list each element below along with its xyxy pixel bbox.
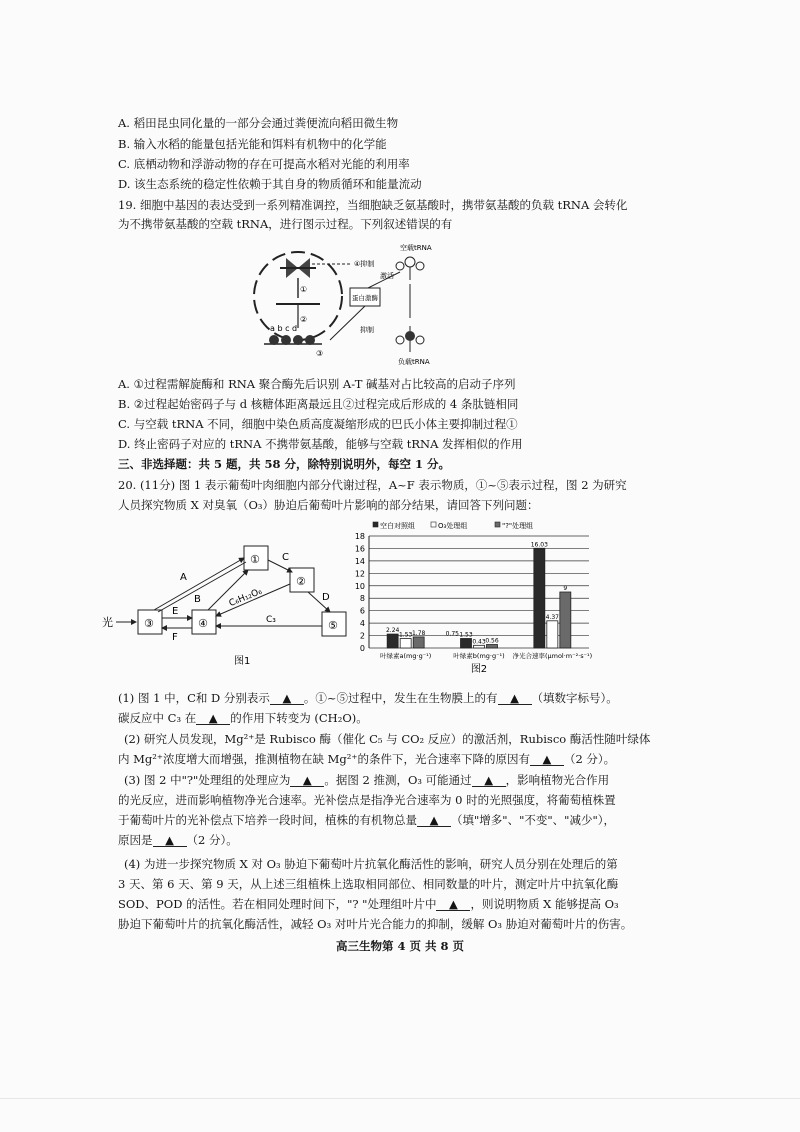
q18-option-d: D. 该生态系统的稳定性依赖于其自身的物质循环和能量流动 [118,177,422,191]
q20-sub3-text-g: （2 分）。 [186,833,238,847]
process3-label: ③ [316,349,324,358]
process5-box-label: ⑤ [328,619,338,632]
bar-value-label: 2.24 [385,627,400,635]
q20-sub3-text-c: ，影响植物光合作用 [505,773,610,787]
bottom-divider [0,1098,800,1099]
q20-sub3-text-b: 。据图 2 推测，O₃ 可能通过 [324,773,472,787]
light-label: 光 [102,616,113,629]
loaded-trna-label: 负载tRNA [398,358,430,366]
inhibit-bottom-label: 抑制 [360,326,374,334]
figure-1-caption: 图1 [234,656,251,667]
legend-swatch [431,522,436,527]
q19-option-a: A. ①过程需解旋酶和 RNA 聚合酶先后识别 A-T 碱基对占比较高的启动子序列 [118,377,516,391]
answer-blank-4[interactable]: ▲ [530,753,564,766]
q20-sub2-text-b: （2 分）。 [563,752,616,766]
answer-blank-7[interactable]: ▲ [417,814,451,827]
bar [474,645,485,648]
legend-entry: 空白对照组 [380,522,415,530]
inhibit-arrow-bottom [330,306,365,340]
legend-swatch [373,522,378,527]
q20-sub3-text-d: 于葡萄叶片的光补偿点下培养一段时间，植株的有机物总量 [118,813,417,827]
extra-value-label: 0.75 [445,630,460,638]
q20-sub1-text-b: 。①~⑤过程中，发生在生物膜上的有 [303,691,498,705]
bar-value-label: 1.53 [398,631,413,639]
process3-box-label: ③ [144,617,154,630]
inhibit-top-label: ④抑制 [354,260,375,268]
q20-sub4-line2: 3 天、第 6 天、第 9 天，从上述三组植株上选取相同部位、相同数量的叶片，测定叶片中抗氧化酶 [118,877,619,891]
bar [547,621,558,648]
q20-sub3-line1 [124,772,724,788]
q20-sub3-text-a: (3) 图 2 中"?"处理组的处理应为 [124,773,291,787]
label-c3: C₃ [266,615,276,625]
q20-sub3-text-f: 原因是 [118,833,153,847]
q20-sub2-line2 [118,751,718,767]
bar-value-label: 16.03 [530,541,548,549]
process1-label: ① [300,285,308,294]
q20-sub2-text-a: 内 Mg²⁺浓度增大而增强，推测植物在缺 Mg²⁺的条件下，光合速率下降的原因有 [118,752,530,766]
q20-intro-line2: 人员探究物质 X 对臭氧（O₃）胁迫后葡萄叶片影响的部分结果，请回答下列问题： [118,498,539,512]
q20-sub3-line2: 的光反应，进而影响植物净光合速率。光补偿点是指净光合速率为 0 时的光照强度，将葡萄植株置 [118,793,616,807]
q20-sub4-line3 [118,896,718,912]
answer-blank-3[interactable]: ▲ [196,712,230,725]
bar-value-label: 0.43 [472,638,486,646]
q20-sub1-text-d: 碳反应中 C₃ 在 [118,711,197,725]
bar [387,634,398,648]
answer-blank-6[interactable]: ▲ [472,774,506,787]
bar [461,638,472,648]
y-tick-label: 8 [359,594,365,604]
q19-option-d: D. 终止密码子对应的 tRNA 不携带氨基酸，能够与空载 tRNA 发挥相似的作用 [118,437,523,451]
label-e: E [172,606,179,617]
ribosome-labels: a b c d [270,324,298,333]
activate-label: 激活 [380,272,394,280]
legend-entry: O₃处理组 [438,522,468,530]
label-f: F [172,632,178,643]
protein-kinase-label: 蛋白激酶 [352,294,378,302]
q19-option-b: B. ②过程起始密码子与 d 核糖体距离最远且②过程完成后形成的 4 条肽链相同 [118,397,519,411]
y-tick-label: 2 [359,631,365,641]
answer-blank-5[interactable]: ▲ [290,774,324,787]
y-tick-label: 16 [354,544,365,554]
q20-sub1-text-e: 的作用下转变为 (CH₂O)。 [230,711,368,725]
q20-sub3-text-e: （填"增多"、"不变"、"减少"）， [451,813,615,827]
y-tick-label: 4 [359,619,365,629]
figure-1-diagram [100,540,365,670]
q18-option-a: A. 稻田昆虫同化量的一部分会通过粪便流向稻田微生物 [118,116,399,130]
x-category-label: 叶绿素a(mg·g⁻¹) [380,652,432,660]
q20-sub3-line3 [118,812,718,828]
y-tick-label: 14 [354,556,365,566]
bar [487,645,498,648]
answer-blank-2[interactable]: ▲ [498,692,532,705]
answer-blank-1[interactable]: ▲ [270,692,304,705]
empty-trna-icon [396,257,424,280]
q20-sub1-line1 [118,690,718,706]
answer-blank-9[interactable]: ▲ [436,898,470,911]
section-3-heading: 三、非选择题：共 5 题，共 58 分，除特别说明外，每空 1 分。 [118,457,451,471]
q20-sub4-line4: 胁迫下葡萄叶片的抗氧化酶活性，减轻 O₃ 对叶片光合能力的抑制，缓解 O₃ 胁迫对葡萄叶片的伤害。 [118,917,633,931]
q20-sub1-line2 [118,710,718,726]
process1-box-label: ① [250,553,260,566]
q19-option-c: C. 与空载 tRNA 不同，细胞中染色质高度凝缩形成的巴氏小体主要抑制过程① [118,417,518,431]
q19-stem-line2: 为不携带氨基酸的空载 tRNA，进行图示过程。下列叙述错误的有 [118,217,453,231]
label-c: C [282,552,289,563]
x-category-label: 叶绿素b(mg·g⁻¹) [453,652,505,660]
process2-box-label: ② [296,575,306,588]
x-category-label: 净光合速率(μmol·m⁻²·s⁻¹) [512,652,593,660]
q20-intro-line1: 20. (11分) 图 1 表示葡萄叶肉细胞内部分代谢过程，A~F 表示物质，①~⑤表示过程，图 2 为研究 [118,478,627,492]
label-glucose: C₆H₁₂O₆ [227,586,264,609]
label-d: D [322,592,330,603]
figure-2-chart [345,520,595,680]
bar-value-label: 1.53 [459,631,473,639]
answer-blank-8[interactable]: ▲ [153,834,187,847]
bar-value-label: 4.37 [545,613,560,621]
loaded-trna-icon [396,326,424,352]
y-tick-label: 10 [354,581,365,591]
q20-sub4-text-a: SOD、POD 的活性。若在相同处理时间下，"? "处理组叶片中 [118,897,437,911]
bar [413,637,424,648]
bar [534,548,545,648]
empty-trna-label: 空载tRNA [400,244,432,252]
label-a: A [180,572,187,583]
page-footer: 高三生物第 4 页 共 8 页 [335,939,465,953]
process2-label: ② [300,315,308,324]
process4-box-label: ④ [198,617,208,630]
q19-stem-line1: 19. 细胞中基因的表达受到一系列精准调控，当细胞缺乏氨基酸时，携带氨基酸的负载 tRNA 会转化 [118,198,628,212]
q19-diagram [250,236,480,372]
q18-option-b: B. 输入水稻的能量包括光能和饵料有机物中的化学能 [118,137,387,151]
bar [400,638,411,648]
q20-sub1-text-a: (1) 图 1 中，C和 D 分别表示 [118,691,270,705]
q20-sub2-line1: (2) 研究人员发现，Mg²⁺是 Rubisco 酶（催化 C₅ 与 CO₂ 反应）的激活剂，Rubisco 酶活性随叶绿体 [124,732,651,746]
bar-value-label: 1.78 [411,629,426,637]
legend-entry: "?"处理组 [502,522,534,530]
legend-swatch [495,522,500,527]
y-tick-label: 0 [359,644,365,653]
q20-sub3-line4 [118,832,718,848]
q20-sub4-text-b: ，则说明物质 X 能够提高 O₃ [470,897,619,911]
q20-sub1-text-c: （填数字标号）。 [531,691,618,705]
y-tick-label: 18 [354,532,365,541]
label-b: B [194,594,201,605]
bar-value-label: 0.56 [485,637,499,645]
chart-title: 图2 [470,664,488,675]
q20-sub4-line1: (4) 为进一步探究物质 X 对 O₃ 胁迫下葡萄叶片抗氧化酶活性的影响，研究人员分别在处理后的第 [124,857,618,871]
dna-gene-icon [280,258,316,278]
y-tick-label: 12 [354,569,365,579]
bar-value-label: 9 [563,585,568,592]
bar [560,592,571,648]
y-tick-label: 6 [359,606,365,616]
q18-option-c: C. 底栖动物和浮游动物的存在可提高水稻对光能的利用率 [118,157,410,171]
